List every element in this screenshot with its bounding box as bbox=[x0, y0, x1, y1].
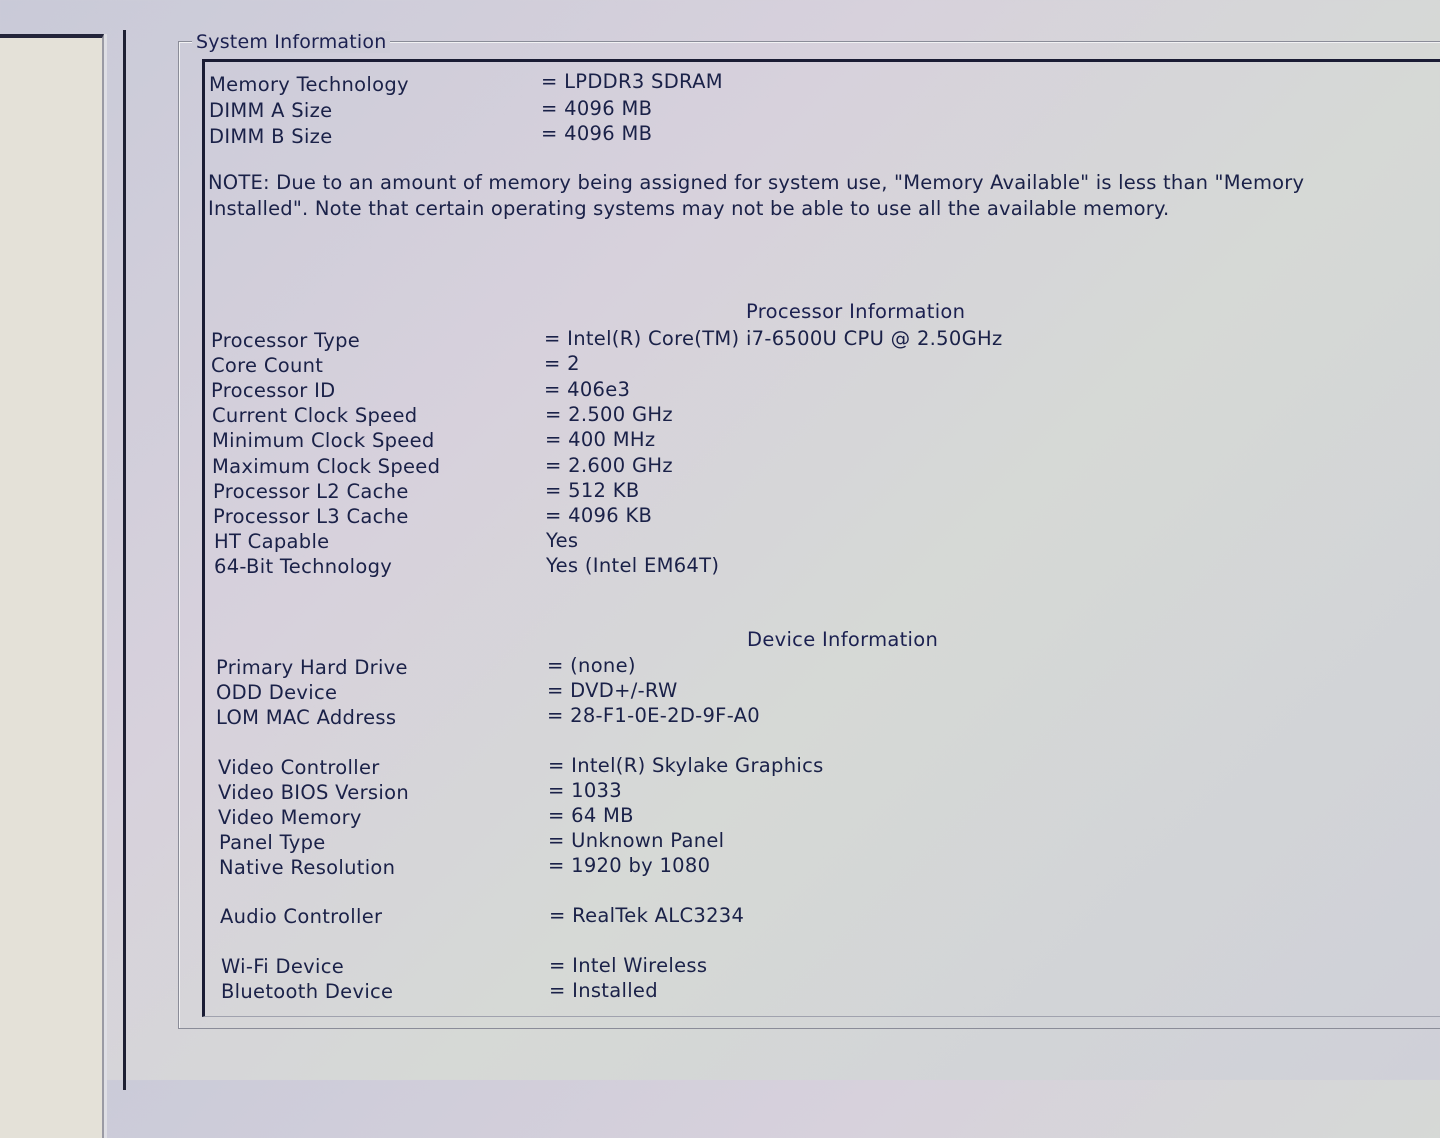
processor-l3-cache-value: = 4096 KB bbox=[545, 504, 653, 527]
processor-type-value: = Intel(R) Core(TM) i7-6500U CPU @ 2.50GHz bbox=[544, 327, 1003, 350]
wifi-device-value: = Intel Wireless bbox=[549, 954, 708, 977]
processor-l2-cache-label: Processor L2 Cache bbox=[213, 480, 409, 503]
dimm-a-size-label: DIMM A Size bbox=[209, 99, 333, 122]
native-resolution-label: Native Resolution bbox=[219, 856, 396, 879]
dimm-b-size-label: DIMM B Size bbox=[209, 125, 333, 148]
dimm-b-size-value: = 4096 MB bbox=[541, 122, 653, 145]
dimm-a-size-value: = 4096 MB bbox=[541, 97, 653, 120]
ht-capable-label: HT Capable bbox=[214, 530, 330, 553]
panel-type-label: Panel Type bbox=[219, 831, 326, 854]
pane-divider bbox=[123, 30, 126, 1090]
64-bit-technology-value: Yes (Intel EM64T) bbox=[546, 554, 720, 577]
memory-technology-label: Memory Technology bbox=[209, 73, 409, 96]
processor-id-value: = 406e3 bbox=[544, 378, 631, 401]
native-resolution-value: = 1920 by 1080 bbox=[548, 854, 711, 877]
processor-l2-cache-value: = 512 KB bbox=[545, 479, 640, 502]
ht-capable-value: Yes bbox=[546, 529, 579, 552]
processor-l3-cache-label: Processor L3 Cache bbox=[213, 505, 409, 528]
memory-technology-value: = LPDDR3 SDRAM bbox=[541, 70, 723, 93]
navigation-tree-pane[interactable] bbox=[0, 34, 104, 1138]
core-count-label: Core Count bbox=[211, 354, 324, 377]
audio-controller-value: = RealTek ALC3234 bbox=[549, 904, 745, 927]
panel-type-value: = Unknown Panel bbox=[548, 829, 725, 852]
video-bios-version-label: Video BIOS Version bbox=[218, 781, 409, 804]
maximum-clock-speed-label: Maximum Clock Speed bbox=[212, 455, 441, 478]
lom-mac-address-value: = 28-F1-0E-2D-9F-A0 bbox=[547, 704, 760, 727]
processor-id-label: Processor ID bbox=[211, 379, 336, 402]
core-count-value: = 2 bbox=[544, 352, 580, 375]
64-bit-technology-label: 64-Bit Technology bbox=[214, 555, 393, 578]
current-clock-speed-value: = 2.500 GHz bbox=[545, 403, 673, 426]
odd-device-value: = DVD+/-RW bbox=[547, 679, 678, 702]
video-controller-value: = Intel(R) Skylake Graphics bbox=[548, 754, 824, 777]
odd-device-label: ODD Device bbox=[216, 681, 338, 704]
bluetooth-device-label: Bluetooth Device bbox=[221, 980, 394, 1003]
group-title: System Information bbox=[192, 31, 390, 53]
device-information-heading: Device Information bbox=[747, 628, 939, 651]
processor-information-heading: Processor Information bbox=[746, 300, 966, 323]
current-clock-speed-label: Current Clock Speed bbox=[212, 404, 418, 427]
lom-mac-address-label: LOM MAC Address bbox=[216, 706, 397, 729]
video-memory-value: = 64 MB bbox=[548, 804, 634, 827]
video-memory-label: Video Memory bbox=[218, 806, 362, 829]
primary-hard-drive-value: = (none) bbox=[547, 654, 636, 677]
bluetooth-device-value: = Installed bbox=[549, 979, 658, 1002]
minimum-clock-speed-value: = 400 MHz bbox=[545, 428, 656, 451]
wifi-device-label: Wi-Fi Device bbox=[221, 955, 345, 978]
memory-note: NOTE: Due to an amount of memory being assigned for system use, "Memory Available" is less than "Memory Installed". Note that certain operating systems may not be able to use all the available memory. bbox=[208, 171, 1305, 220]
video-controller-label: Video Controller bbox=[218, 756, 380, 779]
maximum-clock-speed-value: = 2.600 GHz bbox=[545, 454, 673, 477]
audio-controller-label: Audio Controller bbox=[220, 905, 383, 928]
minimum-clock-speed-label: Minimum Clock Speed bbox=[212, 429, 435, 452]
primary-hard-drive-label: Primary Hard Drive bbox=[216, 656, 408, 679]
processor-type-label: Processor Type bbox=[211, 329, 361, 352]
video-bios-version-value: = 1033 bbox=[548, 779, 622, 802]
